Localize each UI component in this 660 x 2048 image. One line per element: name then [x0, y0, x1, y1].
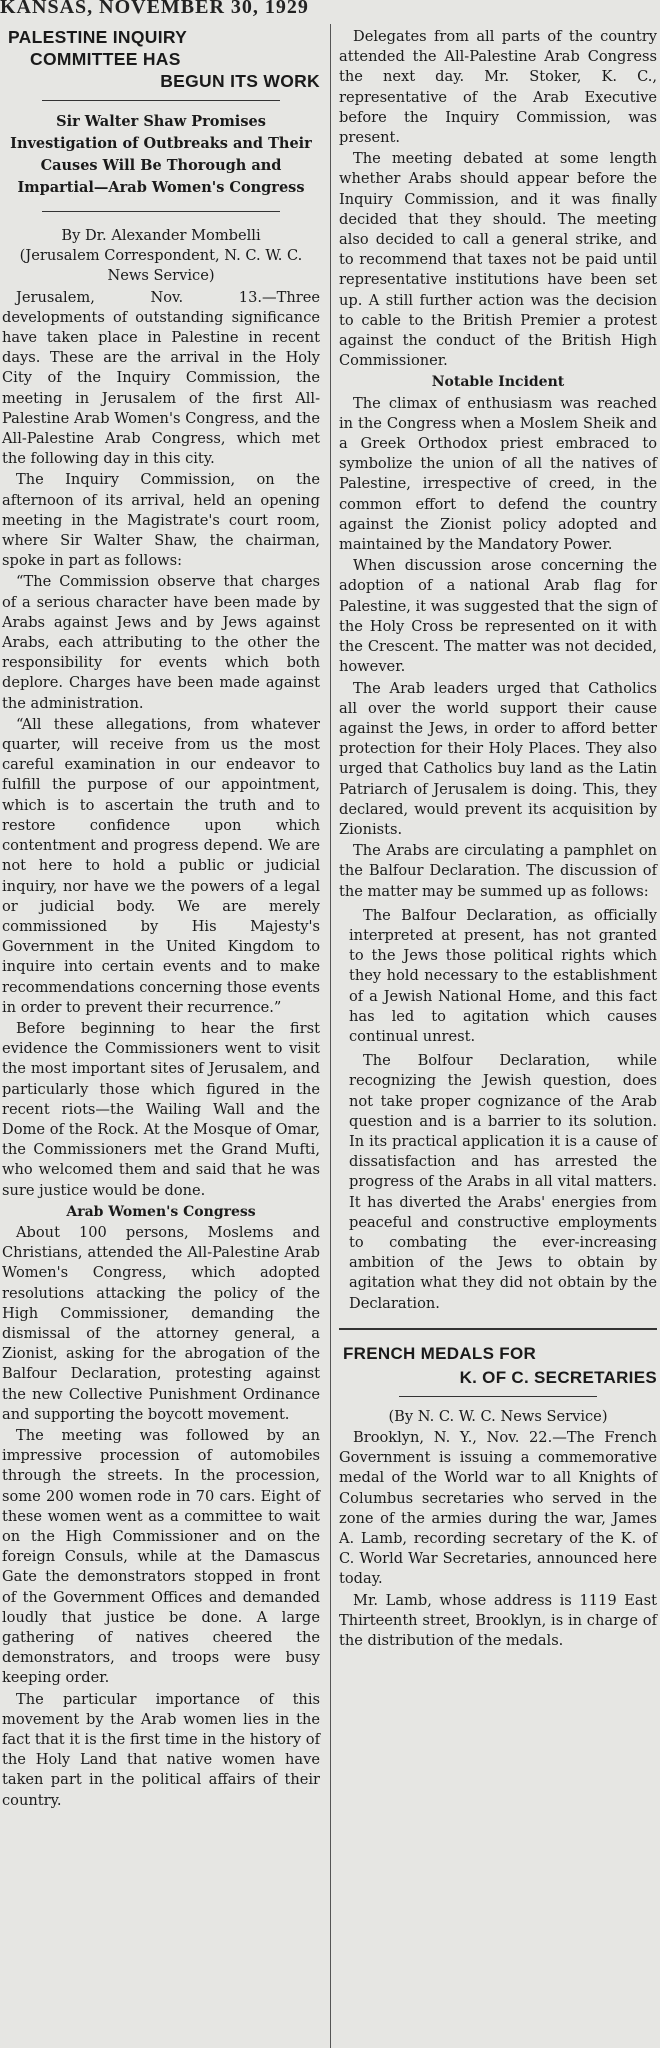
headline2-line-1: FRENCH MEDALS FOR: [343, 1343, 537, 1363]
subhead-notable-incident: Notable Incident: [431, 374, 565, 391]
headline-french-medals: [339, 1342, 657, 1390]
headline-line-1: PALESTINE INQUIRY: [8, 27, 188, 47]
quotation: [2, 572, 320, 1017]
left-column: [2, 26, 320, 1811]
paragraph: Delegates from all parts of the country attended the All-Palestine Arab Congress the next day. Mr. Stoker, K. C., representative of the Arab Executive before the Inquiry Commission, was present.: [339, 28, 657, 147]
indented-paragraph: The Bolfour Declaration, while recognizing the Jewish question, does not take proper cognizance of the Arab question and is a barrier to its solution. In its practical application it is a cause of dissatisfaction and has arrested the progress of the Arabs in all vital matters. It has diverted the Arabs' energies from peaceful and constructive employments to combating the ever-increasing ambition of the Jews to obtain by agitation what they did not obtain by the Declaration.: [349, 1052, 657, 1312]
headline2-divider: [399, 1396, 597, 1397]
quote-paragraph: “All these allegations, from whatever quarter, will receive from us the most careful examination in our endeavor to fulfill the purpose of our appointment, which is to ascertain the truth and to restore confidence upon which contentment and progress depend. We are not here to hold a public or judicial inquiry, nor have we the powers of a legal or judicial body. We are merely commissioned by His Majesty's Government in the United Kingdom to inquire into certain events and to make recommendations concerning those events in order to prevent their recurrence.”: [2, 715, 320, 1016]
headline-palestine: [2, 26, 320, 92]
headline2-line-2: K. OF C. SECRETARIES: [459, 1367, 657, 1387]
indented-paragraph: The Balfour Declaration, as officially interpreted at present, has not granted to the Jews those political rights which they hold necessary to the establishment of a Jewish National Home, and this fact has led to agitation which causes continual unrest.: [349, 906, 657, 1045]
right-column: [339, 26, 657, 1651]
paragraph: The climax of enthusiasm was reached in the Congress when a Moslem Sheik and a Greek Orthodox priest embraced to symbolize the union of all the natives of Palestine, irrespective of creed, in the common effort to defend the country against the Zionist policy adopted and maintained by the Mandatory Power.: [339, 394, 657, 554]
byline: By Dr. Alexander Mombelli: [61, 227, 261, 244]
headline-divider: [42, 100, 280, 101]
paragraph: When discussion arose concerning the adoption of a national Arab flag for Palestine, it was suggested that the sign of the Holy Cross be represented on it with the Crescent. The matter was not decided, however.: [339, 557, 657, 676]
headline-line-2: COMMITTEE HAS: [30, 49, 181, 69]
headline-line-3: BEGUN ITS WORK: [160, 71, 320, 91]
subhead-womens-congress: Arab Women's Congress: [66, 1203, 256, 1220]
paragraph: The Inquiry Commission, on the afternoon of its arrival, held an opening meeting in the Magistrate's court room, where Sir Walter Shaw, the chairman, spoke in part as follows:: [2, 471, 320, 570]
masthead-fragment: KANSAS, NOVEMBER 30, 1929: [0, 0, 309, 18]
byline-affiliation: (Jerusalem Correspondent, N. C. W. C. News Service): [19, 247, 303, 285]
article-divider: [339, 1328, 657, 1330]
paragraph: The particular importance of this movement by the Arab women lies in the fact that it is the first time in the history of the Holy Land that native women have taken part in the political affairs of their country.: [2, 1690, 320, 1809]
deck: Sir Walter Shaw Promises Investigation of Outbreaks and Their Causes Will Be Thorough and Impartial—Arab Women's Congress: [10, 113, 312, 196]
paragraph: Brooklyn, N. Y., Nov. 22.—The French Government is issuing a commemorative medal of the World war to all Knights of Columbus secretaries who served in the zone of the armies during the war, James A. Lamb, recording secretary of the K. of C. World War Secretaries, announced here today.: [339, 1429, 657, 1588]
paragraph: The Arab leaders urged that Catholics all over the world support their cause against the Jews, in order to afford better protection for their Holy Places. They also urged that Catholics buy land as the Latin Patriarch of Jerusalem is doing. This, they declared, would prevent its acquisition by Zionists.: [339, 679, 657, 838]
paragraph: Jerusalem, Nov. 13.—Three developments of outstanding significance have taken place in Palestine in recent days. These are the arrival in the Holy City of the Inquiry Commission, the meeting in Jerusalem of the first All-Palestine Arab Women's Congress, and the All-Palestine Arab Congress, which met the following day in this city.: [2, 288, 320, 468]
paragraph: The Arabs are circulating a pamphlet on the Balfour Declaration. The discussion of the matter may be summed up as follows:: [339, 842, 657, 900]
quote-paragraph: “The Commission observe that charges of a serious character have been made by Arabs against Jews and by Jews against Arabs, each attributing to the other the responsibility for events which both deplore. Charges have been made against the administration.: [2, 573, 320, 712]
paragraph: Mr. Lamb, whose address is 1119 East Thirteenth street, Brooklyn, is in charge of the distribution of the medals.: [339, 1591, 657, 1650]
byline2: (By N. C. W. C. News Service): [388, 1407, 608, 1425]
deck-divider: [42, 211, 280, 212]
paragraph: About 100 persons, Moslems and Christians, attended the All-Palestine Arab Women's Congress, which adopted resolutions attacking the policy of the High Commissioner, demanding the dismissal of the attorney general, a Zionist, asking for the abrogation of the Balfour Declaration, protesting against the new Collective Punishment Ordinance and supporting the boycott movement.: [2, 1223, 320, 1423]
paragraph: Before beginning to hear the first evidence the Commissioners went to visit the most important sites of Jerusalem, and particularly those which figured in the recent riots—the Wailing Wall and the Dome of the Rock. At the Mosque of Omar, the Commissioners met the Grand Mufti, who welcomed them and said that he was sure justice would be done.: [2, 1019, 320, 1199]
paragraph: The meeting debated at some length whether Arabs should appear before the Inquiry Commission, and it was finally decided that they should. The meeting also decided to call a general strike, and to recommend that taxes not be paid until representative institutions have been set up. A still further action was the decision to cable to the British Premier a protest against the conduct of the British High Commissioner.: [339, 150, 657, 370]
paragraph: The meeting was followed by an impressive procession of automobiles through the streets. In the procession, some 200 women rode in 70 cars. Eight of these women went as a committee to wait on the High Commissioner and on the foreign Consuls, while at the Damascus Gate the demonstrators stopped in front of the Government Offices and demanded loudly that justice be done. A large gathering of natives cheered the demonstrators, and troops were busy keeping order.: [2, 1426, 320, 1687]
column-rule: [330, 24, 331, 2048]
